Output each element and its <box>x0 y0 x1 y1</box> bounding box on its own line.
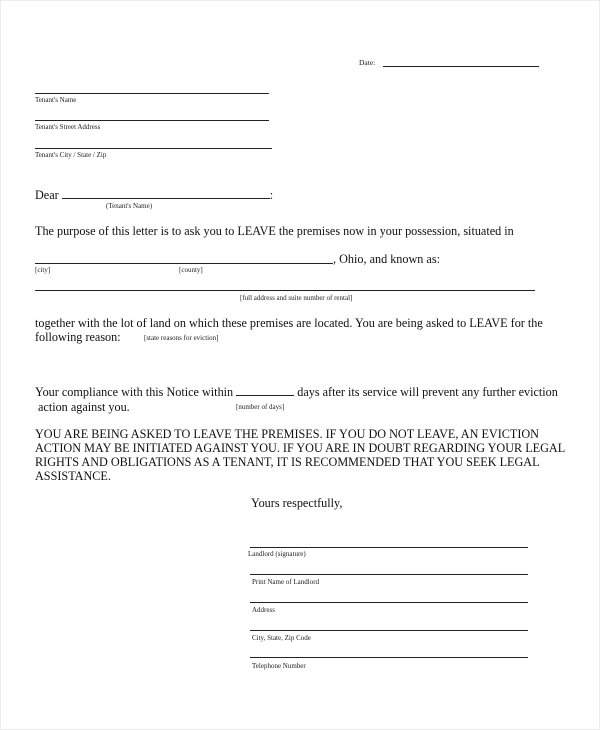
greeting-dear: Dear <box>35 188 59 202</box>
days-hint: [number of days] <box>236 403 285 411</box>
landlord-city-field[interactable] <box>250 630 528 631</box>
address-hint: [full address and suite number of rental] <box>240 294 353 302</box>
greeting-name-field[interactable] <box>62 188 270 199</box>
para3-line2: action against you. <box>38 400 130 414</box>
para3-line1 <box>35 385 558 400</box>
para1-text: The purpose of this letter is to ask you to LEAVE the premises now in your possession, situated in <box>35 224 514 238</box>
county-hint: [county] <box>179 266 203 274</box>
para3-line1b: days after its service will prevent any further eviction <box>297 385 558 399</box>
landlord-address-field[interactable] <box>250 602 528 603</box>
tenant-city-label: Tenant's City / State / Zip <box>35 151 107 159</box>
landlord-signature-field[interactable] <box>250 547 528 548</box>
landlord-phone-label: Telephone Number <box>252 662 306 670</box>
landlord-print-name-label: Print Name of Landlord <box>252 578 320 586</box>
greeting <box>35 188 273 203</box>
reason-hint: [state reasons for eviction] <box>144 334 219 342</box>
tenant-name-field[interactable] <box>35 93 269 94</box>
warning-line-1: YOU ARE BEING ASKED TO LEAVE THE PREMISES. IF YOU DO NOT LEAVE, AN EVICTION <box>35 427 539 441</box>
greeting-name-hint: (Tenant's Name) <box>106 202 153 210</box>
rental-address-field[interactable] <box>35 290 535 291</box>
warning-line-4: ASSISTANCE. <box>35 469 111 483</box>
greeting-colon: : <box>269 188 274 202</box>
para2-line1: together with the lot of land on which these premises are located. You are being asked to LEAVE for the <box>35 316 543 330</box>
date-label: Date: <box>359 58 376 67</box>
closing: Yours respectfully, <box>251 496 343 510</box>
landlord-address-label: Address <box>252 606 275 614</box>
warning-line-2: ACTION MAY BE INITIATED AGAINST YOU. IF YOU ARE IN DOUBT REGARDING YOUR LEGAL <box>35 441 566 455</box>
landlord-signature-label: Landlord (signature) <box>248 550 306 558</box>
warning-line-3: RIGHTS AND OBLIGATIONS AS A TENANT, IT IS RECOMMENDED THAT YOU SEEK LEGAL <box>35 455 540 469</box>
tenant-name-label: Tenant's Name <box>35 96 77 104</box>
date-field[interactable] <box>383 66 539 67</box>
tenant-city-field[interactable] <box>35 148 272 149</box>
city-hint: [city] <box>35 266 51 274</box>
landlord-phone-field[interactable] <box>250 657 528 658</box>
tenant-street-field[interactable] <box>35 120 269 121</box>
city-county-field[interactable] <box>35 263 333 264</box>
landlord-city-label: City, State, Zip Code <box>252 634 311 642</box>
para2-line2: following reason: <box>35 330 121 344</box>
landlord-print-name-field[interactable] <box>250 574 528 575</box>
ohio-known-as: , Ohio, and known as: <box>333 252 440 266</box>
para3-line1a: Your compliance with this Notice within <box>35 385 234 399</box>
tenant-street-label: Tenant's Street Address <box>35 123 101 131</box>
days-field[interactable] <box>236 385 294 396</box>
